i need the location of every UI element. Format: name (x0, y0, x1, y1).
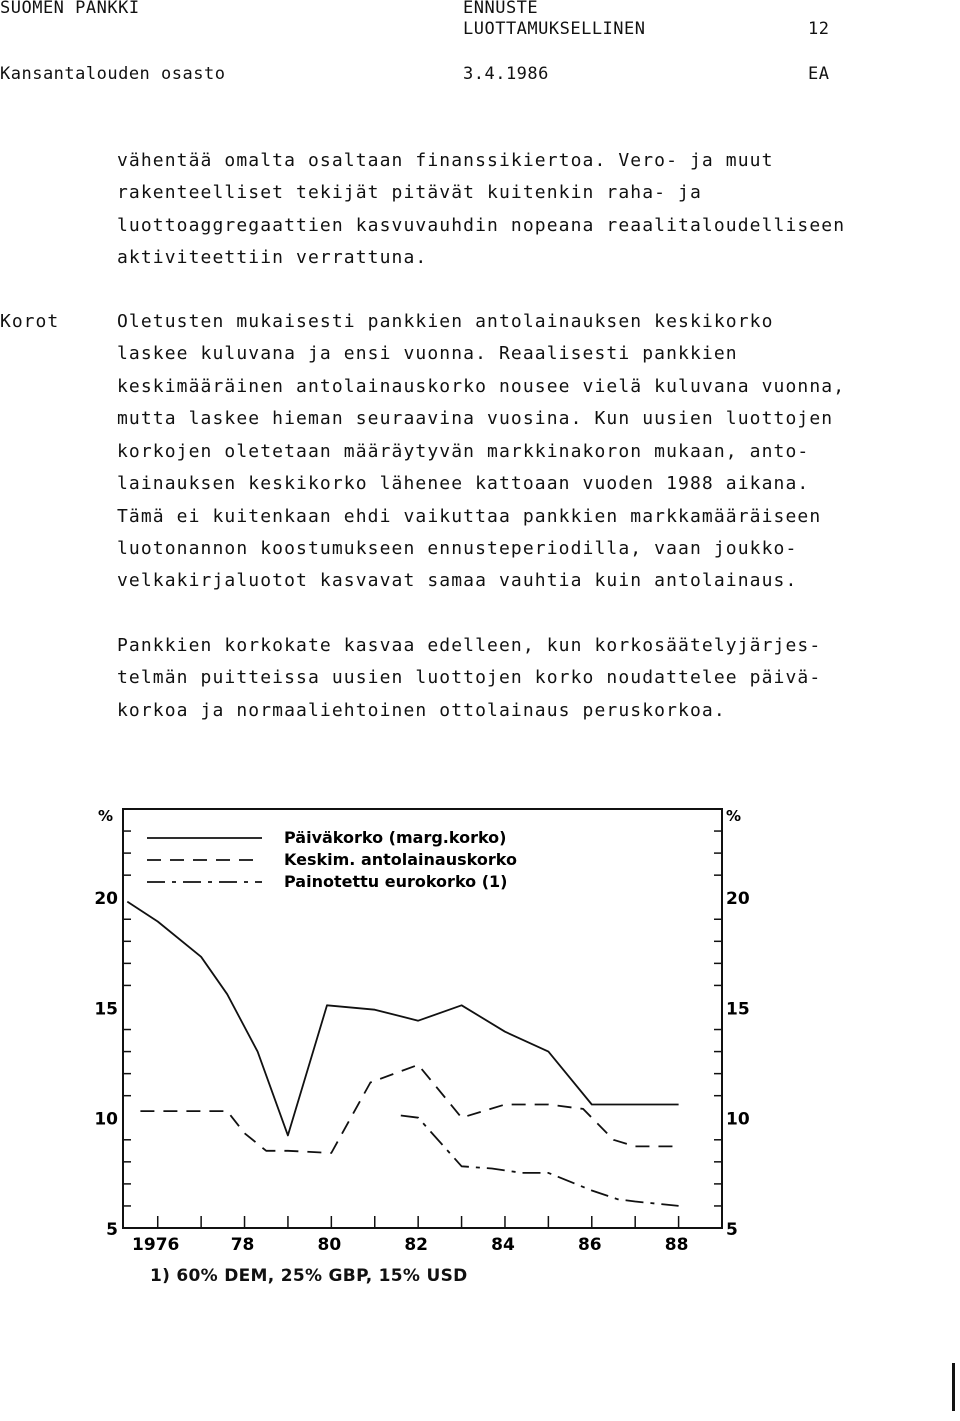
y-tick-label-right: 5 (726, 1220, 738, 1240)
series-line (140, 1065, 678, 1153)
x-tick-label: 78 (230, 1235, 255, 1255)
x-tick-label: 80 (317, 1235, 342, 1255)
x-tick-label: 86 (577, 1235, 602, 1255)
section-line: keskimääräinen antolainauskorko nousee vielä kuluvana vuonna, (117, 376, 846, 397)
chart-footnote: 1) 60% DEM, 25% GBP, 15% USD (150, 1266, 468, 1286)
y-unit-right: % (726, 807, 742, 825)
section-line: mutta laskee hieman seuraavina vuosina. Kun uusien luottojen (117, 408, 834, 429)
para2-line: Pankkien korkokate kasvaa edelleen, kun korkosäätelyjärjes- (117, 635, 822, 656)
x-tick-label: 82 (404, 1235, 428, 1255)
section-label-korot: Korot (0, 311, 60, 332)
intro-line: aktiviteettiin verrattuna. (117, 247, 428, 268)
header-code: EA (808, 64, 830, 84)
legend-label: Päiväkorko (marg.korko) (284, 828, 507, 847)
series-line (127, 902, 678, 1136)
header-date: 3.4.1986 (463, 64, 549, 84)
interest-rate-chart (0, 790, 960, 1260)
y-tick-label-left: 10 (94, 1109, 118, 1130)
header-doc-type: ENNUSTE (463, 0, 539, 18)
y-tick-label-left: 5 (106, 1220, 118, 1240)
x-tick-label: 84 (491, 1235, 515, 1255)
margin-mark (952, 1363, 955, 1411)
header-page-number: 12 (808, 19, 830, 39)
intro-line: vähentää omalta osaltaan finanssikiertoa. Vero- ja muut (117, 150, 774, 171)
section-line: korkojen oletetaan määräytyvän markkinakoron mukaan, anto- (117, 441, 810, 462)
section-line: velkakirjaluotot kasvavat samaa vauhtia kuin antolainaus. (117, 570, 798, 591)
para2-line: korkoa ja normaaliehtoinen ottolainaus peruskorkoa. (117, 700, 726, 721)
x-tick-label: 88 (664, 1235, 689, 1255)
section-line: lainauksen keskikorko lähenee kattoaan vuoden 1988 aikana. (117, 473, 810, 494)
legend-label: Painotettu eurokorko (1) (284, 872, 508, 891)
series-line (401, 1116, 679, 1206)
chart-legend (147, 828, 517, 891)
para2-line: telmän puitteissa uusien luottojen korko noudattelee päivä- (117, 667, 822, 688)
header-classification: LUOTTAMUKSELLINEN (463, 19, 646, 39)
x-tick-label: 1976 (132, 1235, 180, 1255)
intro-line: luottoaggregaattien kasvuvauhdin nopeana reaalitaloudelliseen (117, 215, 846, 236)
y-tick-label-left: 20 (94, 889, 118, 910)
section-line: luotonannon koostumukseen ennusteperiodilla, vaan joukko- (117, 538, 798, 559)
chart-series (127, 902, 678, 1206)
intro-line: rakenteelliset tekijät pitävät kuitenkin raha- ja (117, 182, 702, 203)
section-line: Oletusten mukaisesti pankkien antolainauksen keskikorko (117, 311, 774, 332)
y-tick-label-left: 15 (94, 999, 118, 1020)
header-org: SUOMEN PANKKI (0, 0, 140, 18)
y-unit-left: % (97, 807, 113, 825)
y-tick-label-right: 15 (726, 999, 750, 1020)
y-tick-label-right: 20 (726, 889, 750, 910)
legend-label: Keskim. antolainauskorko (284, 850, 517, 869)
header-department: Kansantalouden osasto (0, 64, 226, 84)
section-line: laskee kuluvana ja ensi vuonna. Reaalisesti pankkien (117, 343, 738, 364)
section-line: Tämä ei kuitenkaan ehdi vaikuttaa pankkien markkamääräiseen (117, 506, 822, 527)
y-tick-label-right: 10 (726, 1109, 750, 1130)
